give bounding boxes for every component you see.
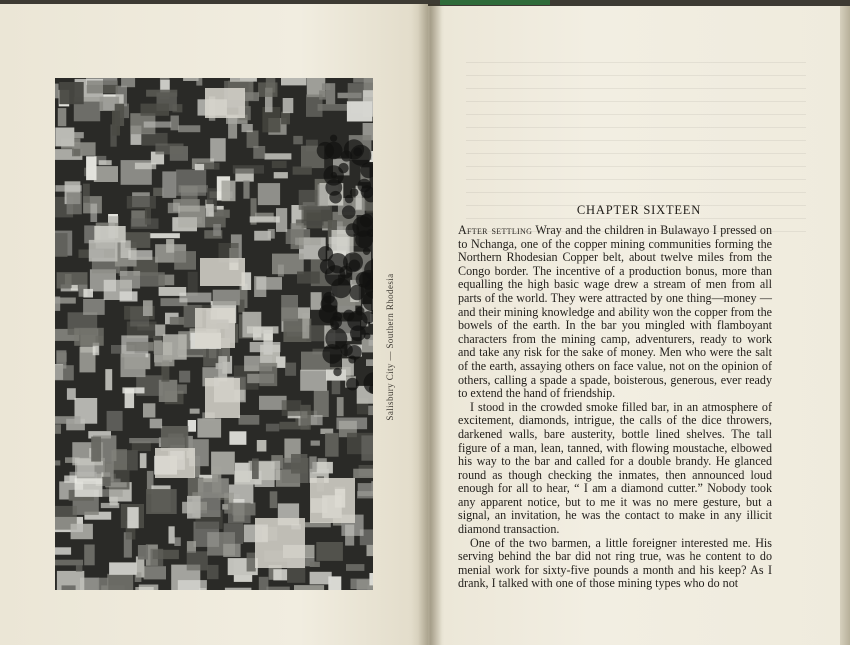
bookmark-strip: [440, 0, 550, 5]
paragraph-lead: After settling: [458, 223, 533, 237]
photo-caption-text: Salisbury City — Southern Rhodesia: [385, 273, 395, 421]
paragraph-3: One of the two barmen, a little foreigner interested me. His serving behind the bar did not ring true, was he content to do menial work for sixty-five pounds a month and his keep? As I drank, I talked with one of those mining types who do not: [458, 535, 772, 591]
paragraph-1: [458, 224, 772, 401]
photo-caption: [370, 270, 410, 430]
aerial-city-photo: [55, 78, 373, 590]
city-photo-icon: [55, 78, 373, 590]
page-edge: [840, 6, 850, 645]
paragraph-2: I stood in the crowded smoke filled bar, in an atmosphere of excitement, diamonds, intrigue, the calls of the dice throwers, darkened walls, bare austerity, bottle lined shelves. The tall figure of a man, lean, tanned, with flowing moustache, elbowed his way to the bar and called for a double brandy. He glanced round as though checking the inmates, then announced loud enough for all to hear, “ I am a diamond cutter.” Nobody took any apparent notice, but to me it was no mere gesture, but a signal, an invitation, he was the contact to make in any illicit diamond transaction.: [458, 399, 772, 537]
chapter-title: CHAPTER SIXTEEN: [576, 203, 702, 217]
paragraph-text: Wray and the children in Bulawayo I pressed on to Nchanga, one of the copper mining communities forming the Northern Rhodesian Copper belt, about twelve miles from the Congo border. The incentive of a production bonus, more than equalling the high basic wage drew a stream of men from all parts of the world. They were attracted by one thing—money —and their mining knowledge and ability won the copper from the bowels of the earth. In the bar you mingled with flamboyant characters from the mining camp, adventurers, ready to work and take any risk for the sake of money. Men who were the salt of the earth, assaying others on face value, not on the opinion of others, calling a spade a spade, boisterous, generous, ever ready to extend the hand of friendship.: [458, 223, 772, 401]
book-gutter: [418, 4, 442, 645]
chapter-body: [458, 224, 772, 591]
